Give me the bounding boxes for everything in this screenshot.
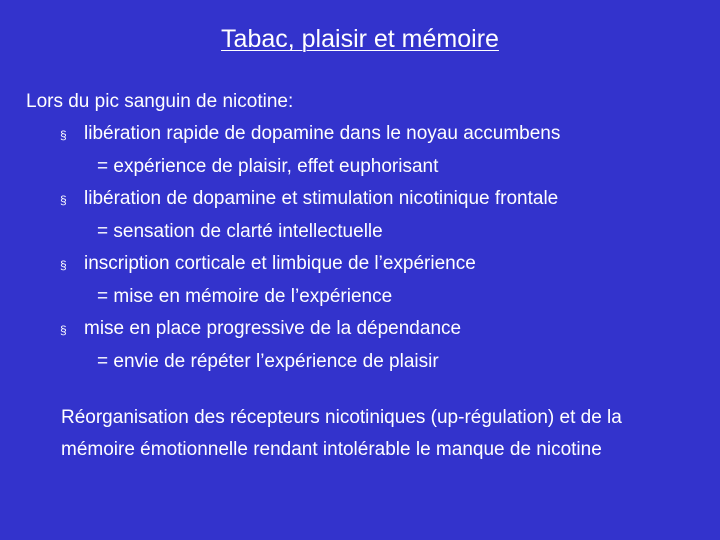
square-bullet-icon: § xyxy=(60,193,67,207)
bullet-main-text: libération rapide de dopamine dans le noyau accumbens xyxy=(84,123,561,144)
bullet-main-text: mise en place progressive de la dépendance xyxy=(84,318,462,339)
bullet-item-1 xyxy=(60,118,560,183)
summary-paragraph: Réorganisation des récepteurs nicotiniques (up-régulation) et de la mémoire émotionnelle rendant intolérable le manque de nicotine xyxy=(61,407,622,460)
square-bullet-icon: § xyxy=(60,323,67,337)
intro-text: Lors du pic sanguin de nicotine: xyxy=(26,91,294,112)
bullet-item-2 xyxy=(60,183,560,248)
bullet-item-3 xyxy=(60,248,560,313)
bullet-sub-text: = mise en mémoire de l’expérience xyxy=(97,286,393,307)
bullet-list xyxy=(60,118,560,378)
square-bullet-icon: § xyxy=(60,258,67,272)
bullet-sub-text: = envie de répéter l’expérience de plaisir xyxy=(97,351,439,372)
bullet-main-text: libération de dopamine et stimulation nicotinique frontale xyxy=(84,188,559,209)
bullet-sub-text: = expérience de plaisir, effet euphorisant xyxy=(97,156,439,177)
bullet-sub-text: = sensation de clarté intellectuelle xyxy=(97,221,383,242)
slide-title: Tabac, plaisir et mémoire xyxy=(221,25,499,53)
bullet-main-text: inscription corticale et limbique de l’expérience xyxy=(84,253,476,274)
square-bullet-icon: § xyxy=(60,128,67,142)
bullet-item-4 xyxy=(60,313,560,378)
